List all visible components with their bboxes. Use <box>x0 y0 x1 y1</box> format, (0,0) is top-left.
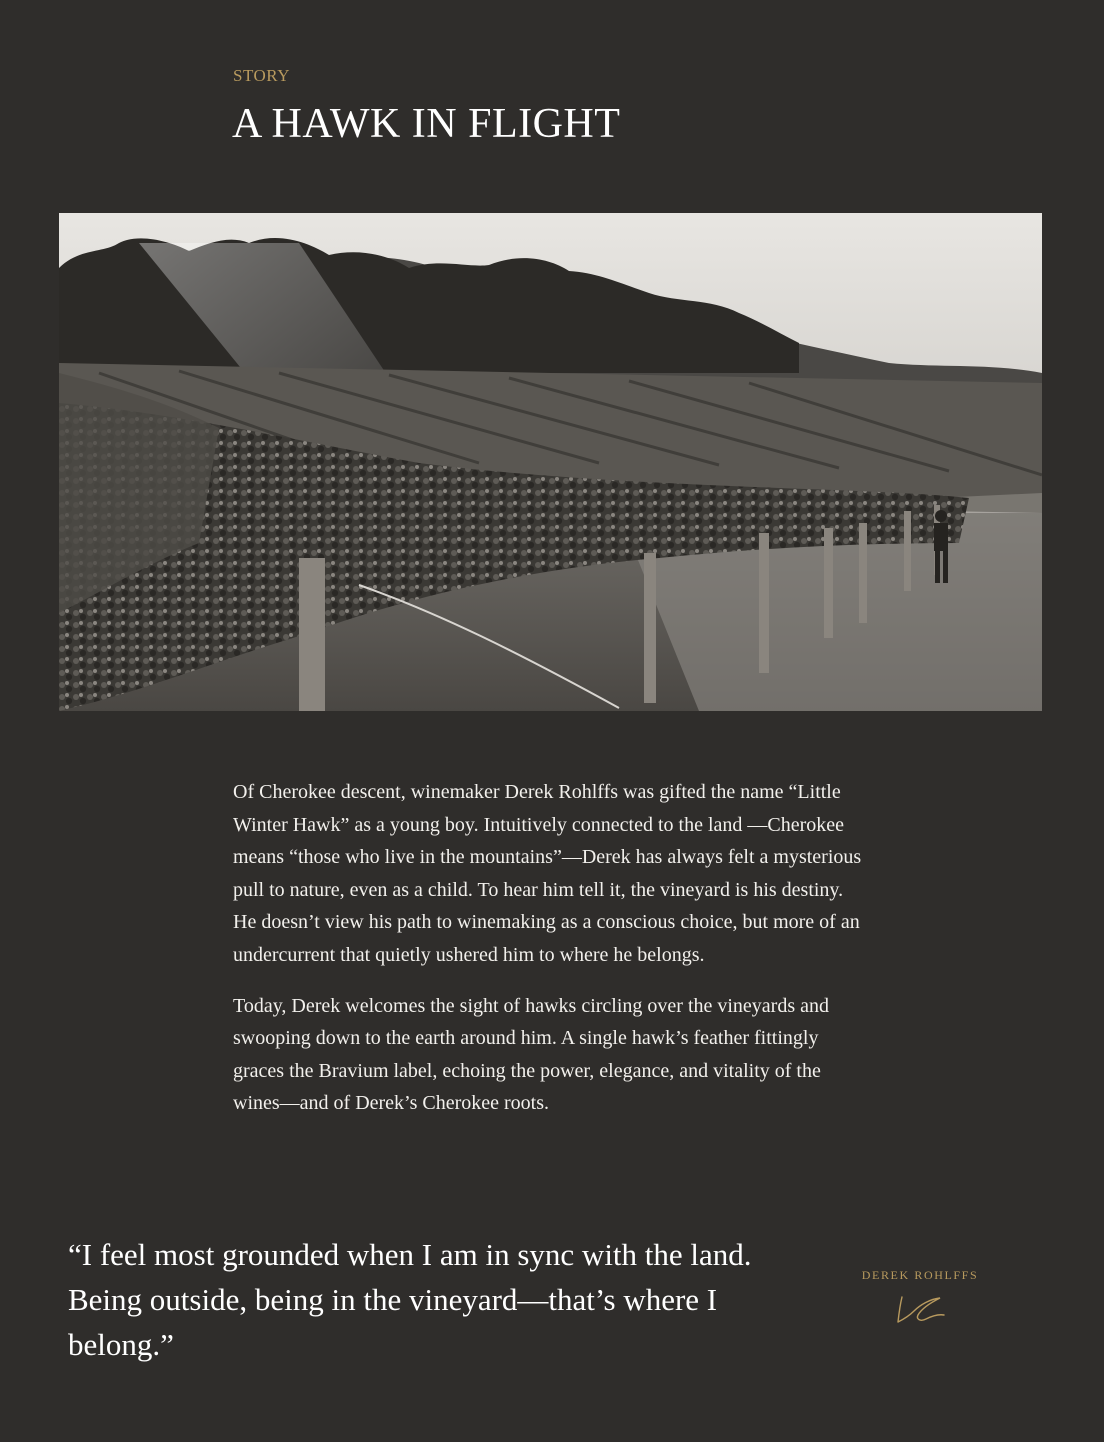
vineyard-photo <box>59 213 1042 711</box>
signature-icon <box>890 1289 950 1329</box>
body-paragraph: Today, Derek welcomes the sight of hawks circling over the vineyards and swooping down to the earth around him. A single hawk’s feather fittingly graces the Bravium label, echoing the power, elegance, and vitality of the wines—and of Derek’s Cherokee roots. <box>233 994 830 1115</box>
attribution-name: DEREK ROHLFFS <box>861 1268 979 1282</box>
story-body <box>233 776 863 1138</box>
page-title: A HAWK IN FLIGHT <box>232 101 621 147</box>
eyebrow-label: STORY <box>233 66 290 85</box>
quote-attribution <box>848 1268 992 1329</box>
pull-quote: “I feel most grounded when I am in sync with the land. Being outside, being in the vineyard—that’s where I belong.” <box>68 1237 752 1362</box>
body-paragraph: Of Cherokee descent, winemaker Derek Rohlffs was gifted the name “Little Winter Hawk” as a young boy. Intuitively connected to the land —Cherokee means “those who live in the mountains”—Derek has always felt a mysterious pull to nature, even as a child. To hear him tell it, the vineyard is his destiny. He doesn’t view his path to winemaking as a conscious choice, but more of an undercurrent that quietly ushered him to where he belongs. <box>233 781 862 966</box>
